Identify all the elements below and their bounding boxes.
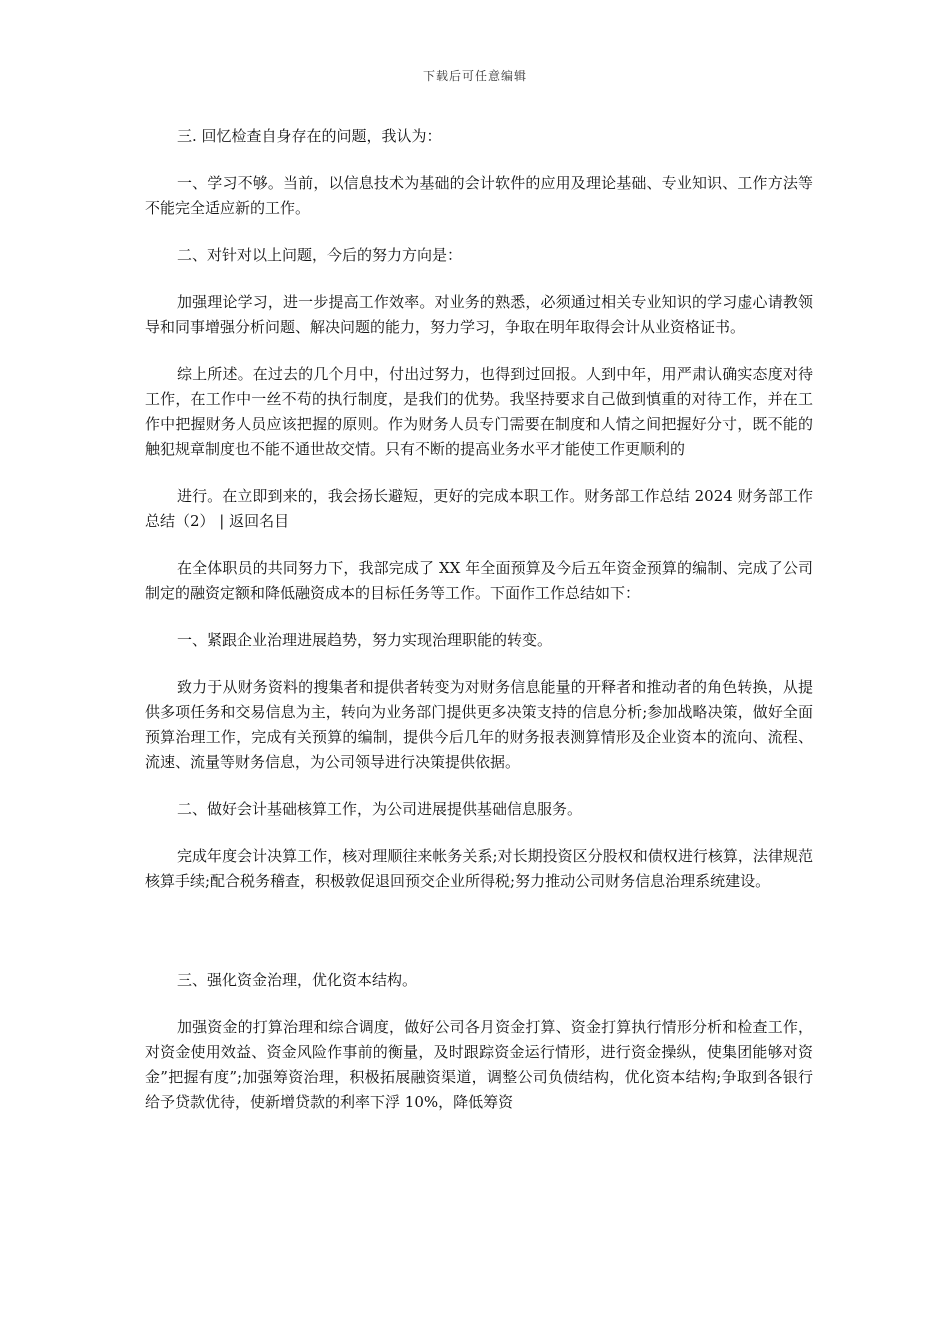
paragraph: 一、学习不够。当前，以信息技术为基础的会计软件的应用及理论基础、专业知识、工作方法等不能完全适应新的工作。 xyxy=(145,174,813,217)
document-body xyxy=(145,124,813,1137)
paragraph: 综上所述。在过去的几个月中，付出过努力，也得到过回报。人到中年，用严肃认确实态度对待工作，在工作中一丝不苟的执行制度，是我们的优势。我坚持要求自己做到慎重的对待工作，并在工作中把握财务人员应该把握的原则。作为财务人员专门需要在制度和人情之间把握好分寸，既不能的触犯规章制度也不能不通世故交情。只有不断的提高业务水平才能使工作更顺利的 xyxy=(145,365,813,458)
paragraph: 加强资金的打算治理和综合调度，做好公司各月资金打算、资金打算执行情形分析和检查工作，对资金使用效益、资金风险作事前的衡量，及时跟踪资金运行情形，进行资金操纵，使集团能够对资金”把握有度”;加强筹资治理，积极拓展融资渠道，调整公司负债结构，优化资本结构;争取到各银行给予贷款优待，使新增贷款的利率下浮 10%，降低筹资 xyxy=(145,1018,813,1111)
paragraph: 三. 回忆检查自身存在的问题，我认为： xyxy=(177,127,442,145)
paragraph: 进行。在立即到来的，我会扬长避短，更好的完成本职工作。财务部工作总结 2024 财务部工作总结（2） | 返回名目 xyxy=(145,487,813,530)
paragraph: 致力于从财务资料的搜集者和提供者转变为对财务信息能量的开释者和推动者的角色转换，从提供多项任务和交易信息为主，转向为业务部门提供更多决策支持的信息分析;参加战略决策，做好全面预算治理工作，完成有关预算的编制，提供今后几年的财务报表测算情形及企业资本的流向、流程、流速、流量等财务信息，为公司领导进行决策提供依据。 xyxy=(145,678,813,771)
paragraph: 在全体职员的共同努力下，我部完成了 XX 年全面预算及今后五年资金预算的编制、完成了公司制定的融资定额和降低融资成本的目标任务等工作。下面作工作总结如下： xyxy=(145,559,813,602)
paragraph: 二、做好会计基础核算工作，为公司进展提供基础信息服务。 xyxy=(177,800,583,818)
page-header-note: 下载后可任意编辑 xyxy=(422,69,527,83)
paragraph: 加强理论学习，进一步提高工作效率。对业务的熟悉，必须通过相关专业知识的学习虚心请教领导和同事增强分析问题、解决问题的能力，努力学习，争取在明年取得会计从业资格证书。 xyxy=(145,293,813,336)
paragraph: 三、强化资金治理，优化资本结构。 xyxy=(177,971,418,989)
paragraph: 一、紧跟企业治理进展趋势，努力实现治理职能的转变。 xyxy=(177,631,553,649)
paragraph: 完成年度会计决算工作，核对理顺往来帐务关系;对长期投资区分股权和债权进行核算，法律规范核算手续;配合税务稽查，积极敦促退回预交企业所得税;努力推动公司财务信息治理系统建设。 xyxy=(145,847,813,890)
paragraph: 二、对针对以上问题，今后的努力方向是： xyxy=(177,246,463,264)
